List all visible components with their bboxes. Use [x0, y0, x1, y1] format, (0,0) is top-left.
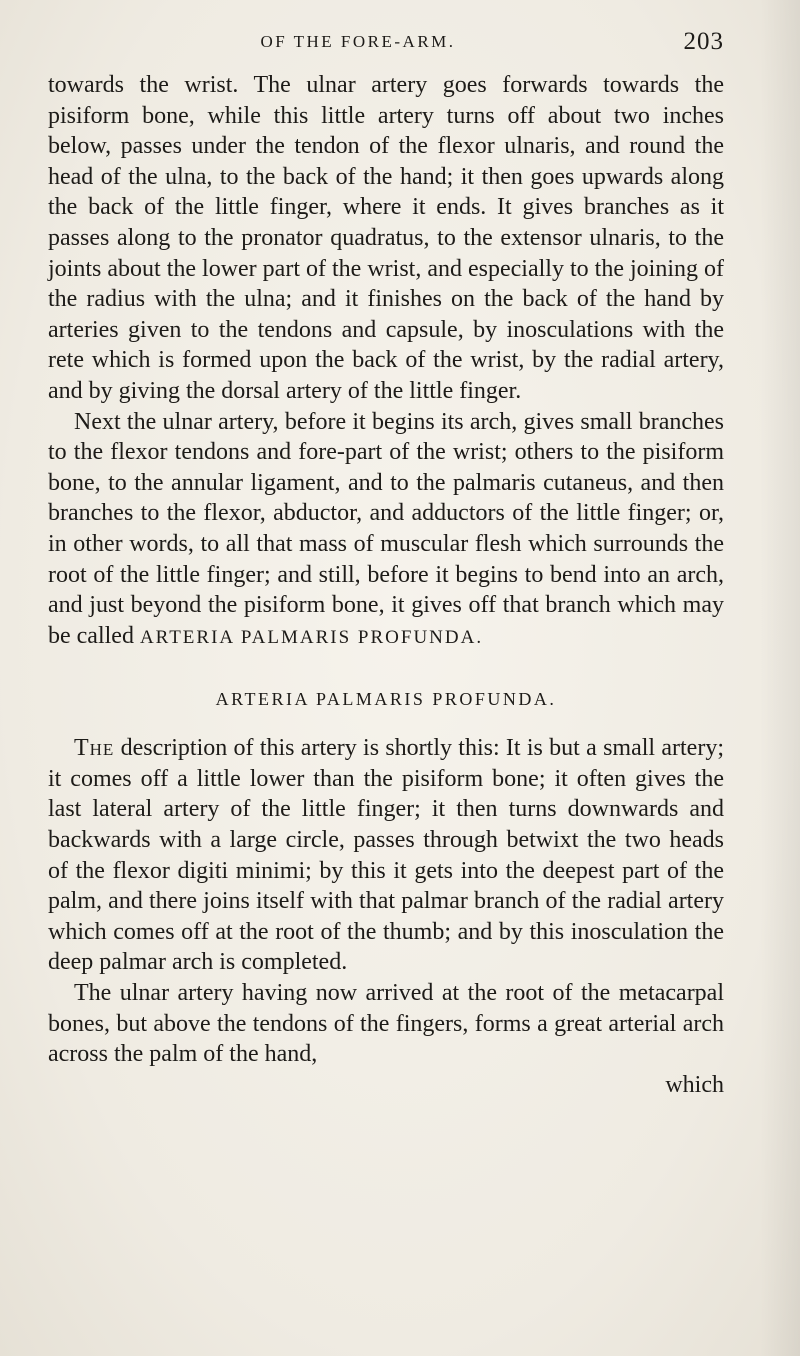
running-title: OF THE FORE-ARM. — [260, 32, 456, 51]
running-head — [48, 28, 728, 58]
catchword: which — [665, 1071, 724, 1098]
lead-word: The — [74, 735, 115, 762]
paragraph-continued: towards the wrist. The ulnar artery goes forwards towards the pisiform bone, while this little artery turns off about two inches below, passes under the tendon of the flexor ulnaris, and round the head of the ulna, to the back of the hand; it then goes upwards along the back of the little finger, where it ends. It gives branches as it passes along to the pronator quadratus, to the extensor ulnaris, to the joints about the lower part of the wrist, and especially to the joining of the radius with the ulna; and it finishes on the back of the hand by arteries given to the tendons and capsule, by inosculations with the rete which is formed upon the back of the wrist, by the radial artery, and by giving the dorsal artery of the little finger. — [48, 72, 724, 404]
paragraph-profunda — [48, 733, 724, 978]
paragraph-ulnar-branches — [48, 407, 724, 654]
page-edge-shadow — [760, 0, 800, 1356]
paragraph-text: Next the ulnar artery, before it begins its arch, gives small branches to the flexor tendons and fore-part of the wrist; others to the pisiform bone, to the annular ligament, and to the palmaris cutaneus, and then branches to the flexor, abductor, and adductors of the little finger; or, in other words, to all that mass of muscular flesh which surrounds the root of the little finger; and still, before it begins to bend into an arch, and just beyond the pisiform bone, it gives off that branch which may be called — [48, 408, 724, 649]
body-text — [48, 70, 724, 1100]
section-heading: ARTERIA PALMARIS PROFUNDA. — [215, 689, 557, 710]
page-number: 203 — [683, 28, 724, 55]
paragraph-arch: The ulnar artery having now arrived at the root of the metacarpal bones, but above the tendons of the fingers, forms a great arterial arch across the palm of the hand, — [48, 980, 724, 1068]
paragraph-text: description of this artery is shortly this: It is but a small artery; it comes off a little lower than the pisiform bone; it often gives the last lateral artery of the little finger; it then turns downwards and backwards with a large circle, passes through betwixt the two heads of the flexor digiti minimi; by this it gets into the deepest part of the palm, and there joins itself with that palmar branch of the radial artery which comes off at the root of the thumb; and by this inosculation the deep palmar arch is completed. — [48, 735, 724, 976]
inline-term: ARTERIA PALMARIS PROFUNDA. — [139, 626, 484, 648]
